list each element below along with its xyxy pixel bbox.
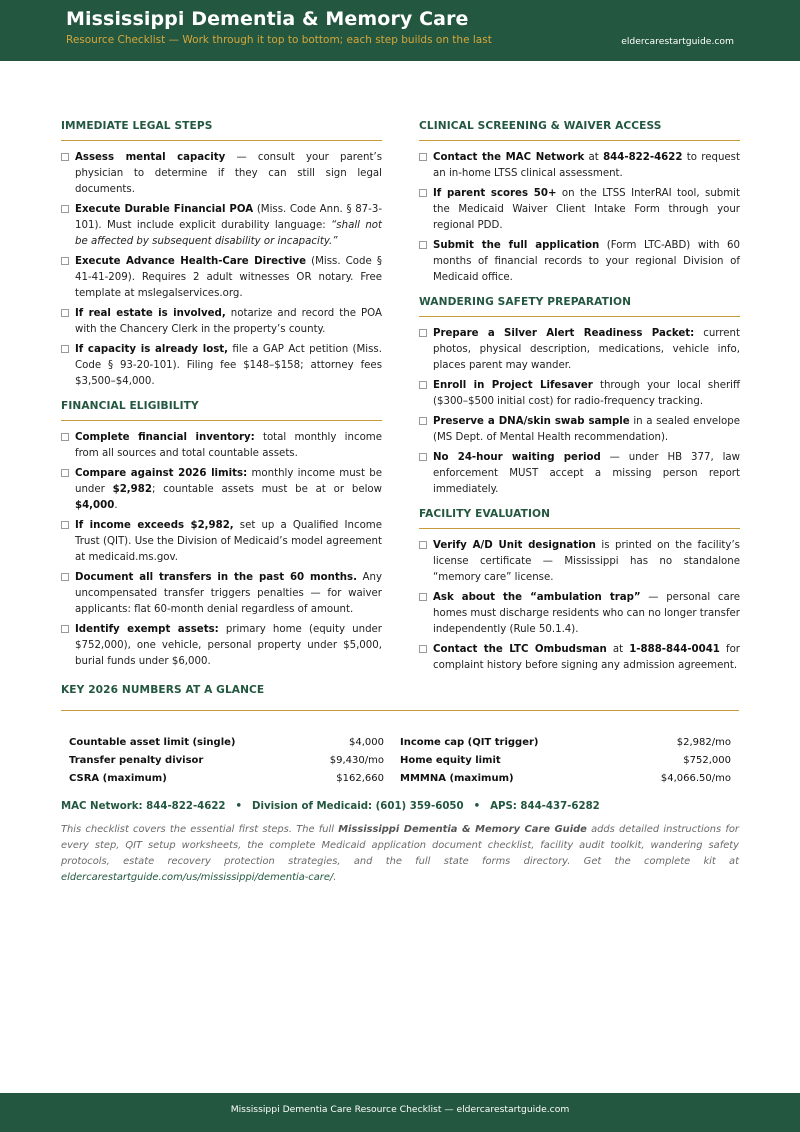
checklist-item bbox=[419, 450, 740, 498]
footnote-link[interactable]: eldercarestartguide.com/us/mississippi/dementia-care/ bbox=[61, 872, 334, 883]
checklist-item bbox=[419, 642, 740, 674]
checklist-item bbox=[61, 254, 382, 302]
footnote-text: adds detailed instructions for every step, QIT setup worksheets, the complete Medicaid application document checklist, facility audit toolkit, wandering safety protocols, estate recovery protection strategies, and the full state forms directory. Get the complete kit at bbox=[61, 824, 739, 867]
right-column bbox=[419, 120, 740, 684]
checklist-item-bold: Identify exempt assets: bbox=[75, 624, 219, 635]
separator-dot: • bbox=[235, 801, 243, 812]
key-number-value: $162,660 bbox=[336, 773, 384, 784]
checklist-item-text: current photos, physical description, medications, vehicle info, places parent may wander. bbox=[433, 328, 740, 371]
checklist-item-bold: Submit the full application bbox=[433, 240, 600, 251]
checklist-item-text: file a GAP Act petition (Miss. Code § 93-20-101). Filing fee $148–$158; attorney fees $3,500–$4,000. bbox=[75, 344, 382, 387]
key-numbers-section bbox=[61, 684, 739, 720]
checklist-item-bold: Enroll in Project Lifesaver bbox=[433, 380, 593, 391]
checklist-item-text: — consult your parent’s physician to determine if they can still sign legal documents. bbox=[75, 152, 382, 195]
checkbox[interactable] bbox=[61, 257, 69, 265]
checklist-item bbox=[419, 326, 740, 374]
checklist-item-bold: Preserve a DNA/skin swab sample bbox=[433, 416, 630, 427]
checklist-item-text: — under HB 377, law enforcement MUST accept a missing person report immediately. bbox=[433, 452, 740, 495]
checkbox[interactable] bbox=[419, 241, 427, 249]
key-number-label: Countable asset limit (single) bbox=[69, 737, 236, 748]
checklist-item-quote: “shall not be affected by subsequent disability or incapacity.” bbox=[75, 220, 382, 247]
checklist-item-bold: If capacity is already lost, bbox=[75, 344, 229, 355]
checklist-item bbox=[61, 518, 382, 566]
checkbox[interactable] bbox=[61, 625, 69, 633]
checklist-item-bold: Ask about the “ambulation trap” bbox=[433, 592, 641, 603]
contact-line bbox=[61, 801, 600, 812]
checkbox[interactable] bbox=[419, 593, 427, 601]
checkbox[interactable] bbox=[61, 521, 69, 529]
section-title-clinical: CLINICAL SCREENING & WAIVER ACCESS bbox=[419, 120, 740, 141]
checklist-item-bold: If real estate is involved, bbox=[75, 308, 226, 319]
aps-contact[interactable]: APS: 844-437-6282 bbox=[490, 801, 600, 812]
footnote-text: . bbox=[333, 872, 337, 883]
checklist-item-text: at bbox=[606, 644, 630, 655]
section-title-facility: FACILITY EVALUATION bbox=[419, 508, 740, 529]
key-number-value: $4,066.50/mo bbox=[660, 773, 731, 784]
footnote-guide-title: Mississippi Dementia & Memory Care Guide bbox=[338, 824, 587, 835]
key-numbers-left bbox=[69, 735, 384, 789]
checklist-item-text: — personal care homes must discharge residents who can no longer transfer independently (Rule 50.1.4). bbox=[433, 592, 740, 635]
wandering-checklist bbox=[419, 326, 740, 498]
separator-dot: • bbox=[473, 801, 481, 812]
checklist-item-bold: Contact the LTC Ombudsman bbox=[433, 644, 607, 655]
checkbox[interactable] bbox=[419, 645, 427, 653]
checklist-item-text: notarize and record the POA with the Chancery Clerk in the property’s county. bbox=[75, 308, 382, 335]
checklist-item-bold: $4,000 bbox=[75, 500, 115, 511]
checkbox[interactable] bbox=[61, 153, 69, 161]
checklist-item bbox=[419, 414, 740, 446]
section-title-wandering: WANDERING SAFETY PREPARATION bbox=[419, 296, 740, 317]
footnote bbox=[61, 822, 739, 886]
checklist-item bbox=[61, 570, 382, 618]
checklist-item-bold: 1-888-844-0041 bbox=[629, 644, 720, 655]
checkbox[interactable] bbox=[61, 205, 69, 213]
key-numbers-right bbox=[400, 735, 731, 789]
checkbox[interactable] bbox=[419, 417, 427, 425]
checklist-item-text: total monthly income from all sources and total countable assets. bbox=[75, 432, 382, 459]
checklist-item-text: for complaint history before signing any admission agreement. bbox=[433, 644, 740, 671]
checkbox[interactable] bbox=[61, 433, 69, 441]
checklist-item-text: in a sealed envelope (MS Dept. of Mental Health recommendation). bbox=[433, 416, 740, 443]
checkbox[interactable] bbox=[61, 469, 69, 477]
checklist-item-bold: Assess mental capacity bbox=[75, 152, 226, 163]
checklist-item-bold: Complete financial inventory: bbox=[75, 432, 255, 443]
checkbox[interactable] bbox=[61, 345, 69, 353]
checklist-item bbox=[419, 538, 740, 586]
key-number-label: Transfer penalty divisor bbox=[69, 755, 204, 766]
checkbox[interactable] bbox=[419, 329, 427, 337]
checklist-item-bold: Compare against 2026 limits: bbox=[75, 468, 248, 479]
checklist-item bbox=[61, 622, 382, 670]
key-number-value: $9,430/mo bbox=[329, 755, 384, 766]
checklist-item-bold: Verify A/D Unit designation bbox=[433, 540, 596, 551]
checklist-item-bold: Execute Durable Financial POA bbox=[75, 204, 254, 215]
key-number-value: $752,000 bbox=[683, 755, 731, 766]
section-title-financial: FINANCIAL ELIGIBILITY bbox=[61, 400, 382, 421]
checklist-item bbox=[419, 590, 740, 638]
key-number-row bbox=[69, 753, 384, 771]
left-column bbox=[61, 120, 382, 680]
section-title-key-numbers: KEY 2026 NUMBERS AT A GLANCE bbox=[61, 684, 739, 711]
checklist-item-text: to request an in-home LTSS clinical assessment. bbox=[433, 152, 740, 179]
header-site-link[interactable]: eldercarestartguide.com bbox=[621, 36, 734, 47]
section-title-legal: IMMEDIATE LEGAL STEPS bbox=[61, 120, 382, 141]
mac-network-contact[interactable]: MAC Network: 844-822-4622 bbox=[61, 801, 226, 812]
checklist-item-text: monthly income must be under bbox=[75, 468, 382, 495]
page-footer bbox=[0, 1093, 800, 1132]
checklist-item bbox=[419, 150, 740, 182]
page-subtitle: Resource Checklist — Work through it top to bottom; each step builds on the last bbox=[66, 34, 492, 46]
checklist-item-text: at bbox=[584, 152, 604, 163]
checklist-item bbox=[61, 342, 382, 390]
checkbox[interactable] bbox=[419, 453, 427, 461]
checklist-item bbox=[61, 150, 382, 198]
checklist-item-text: (Miss. Code Ann. § 87-3-101). Must include explicit durability language: bbox=[75, 204, 382, 231]
checklist-item-text: . bbox=[114, 500, 118, 511]
financial-checklist bbox=[61, 430, 382, 670]
checklist-item bbox=[419, 238, 740, 286]
page-header bbox=[0, 0, 800, 61]
checklist-item-text: through your local sheriff ($300–$500 initial cost) for radio-frequency tracking. bbox=[433, 380, 740, 407]
key-number-row bbox=[69, 735, 384, 753]
checkbox[interactable] bbox=[419, 381, 427, 389]
checklist-item-text: is printed on the facility’s license certificate — Mississippi has no standalone “memory care” license. bbox=[433, 540, 740, 583]
checklist-item bbox=[61, 306, 382, 338]
checklist-item bbox=[61, 430, 382, 462]
checklist-item-bold: $2,982 bbox=[112, 484, 152, 495]
footer-text: Mississippi Dementia Care Resource Checklist — eldercarestartguide.com bbox=[230, 1104, 570, 1115]
checklist-item bbox=[61, 202, 382, 250]
legal-checklist bbox=[61, 150, 382, 390]
checklist-item bbox=[419, 378, 740, 410]
key-number-row bbox=[69, 771, 384, 789]
key-number-row bbox=[400, 735, 731, 753]
key-number-row bbox=[400, 753, 731, 771]
medicaid-contact[interactable]: Division of Medicaid: (601) 359-6050 bbox=[252, 801, 464, 812]
checklist-item-text: on the LTSS InterRAI tool, submit the Medicaid Waiver Client Intake Form through your regional PDD. bbox=[433, 188, 741, 231]
checklist-item-bold: No 24-hour waiting period bbox=[433, 452, 601, 463]
key-number-row bbox=[400, 771, 731, 789]
key-number-label: CSRA (maximum) bbox=[69, 773, 167, 784]
checklist-item-text: primary home (equity under $752,000), one vehicle, personal property under $5,000, burial funds under $6,000. bbox=[75, 624, 382, 667]
key-number-value: $2,982/mo bbox=[676, 737, 731, 748]
checklist-item-text: (Form LTC-ABD) with 60 months of financial records to your regional Division of Medicaid office. bbox=[433, 240, 741, 283]
facility-checklist bbox=[419, 538, 740, 674]
checkbox[interactable] bbox=[419, 153, 427, 161]
checklist-item bbox=[419, 186, 740, 234]
checkbox[interactable] bbox=[61, 309, 69, 317]
checklist-item-text: ; countable assets must be at or below bbox=[151, 484, 382, 495]
clinical-checklist bbox=[419, 150, 740, 286]
checkbox[interactable] bbox=[419, 541, 427, 549]
checklist-item-bold: Contact the MAC Network bbox=[433, 152, 585, 163]
footnote-text: This checklist covers the essential first steps. The full bbox=[61, 824, 339, 835]
checkbox[interactable] bbox=[61, 573, 69, 581]
checklist-item-text: Any uncompensated transfer triggers penalties — for waiver applicants: flat 60-month denial regardless of amount. bbox=[75, 572, 382, 615]
checklist-item-bold: 844-822-4622 bbox=[603, 152, 683, 163]
checklist-item-bold: Prepare a Silver Alert Readiness Packet: bbox=[433, 328, 695, 339]
page-title: Mississippi Dementia & Memory Care bbox=[66, 8, 469, 30]
checklist-item-bold: Execute Advance Health-Care Directive bbox=[75, 256, 306, 267]
key-number-label: MMMNA (maximum) bbox=[400, 773, 514, 784]
checklist-item bbox=[61, 466, 382, 514]
key-number-value: $4,000 bbox=[349, 737, 384, 748]
key-number-label: Income cap (QIT trigger) bbox=[400, 737, 539, 748]
checklist-item-text: set up a Qualified Income Trust (QIT). Use the Division of Medicaid’s model agreement at medicaid.ms.gov. bbox=[75, 520, 382, 563]
key-number-label: Home equity limit bbox=[400, 755, 501, 766]
checklist-item-bold: If income exceeds $2,982, bbox=[75, 520, 234, 531]
checkbox[interactable] bbox=[419, 189, 427, 197]
checklist-item-text: (Miss. Code § 41-41-209). Requires 2 adult witnesses OR notary. Free template at mslegalservices.org. bbox=[75, 256, 382, 299]
checklist-item-bold: If parent scores 50+ bbox=[433, 188, 557, 199]
checklist-item-bold: Document all transfers in the past 60 months. bbox=[75, 572, 357, 583]
